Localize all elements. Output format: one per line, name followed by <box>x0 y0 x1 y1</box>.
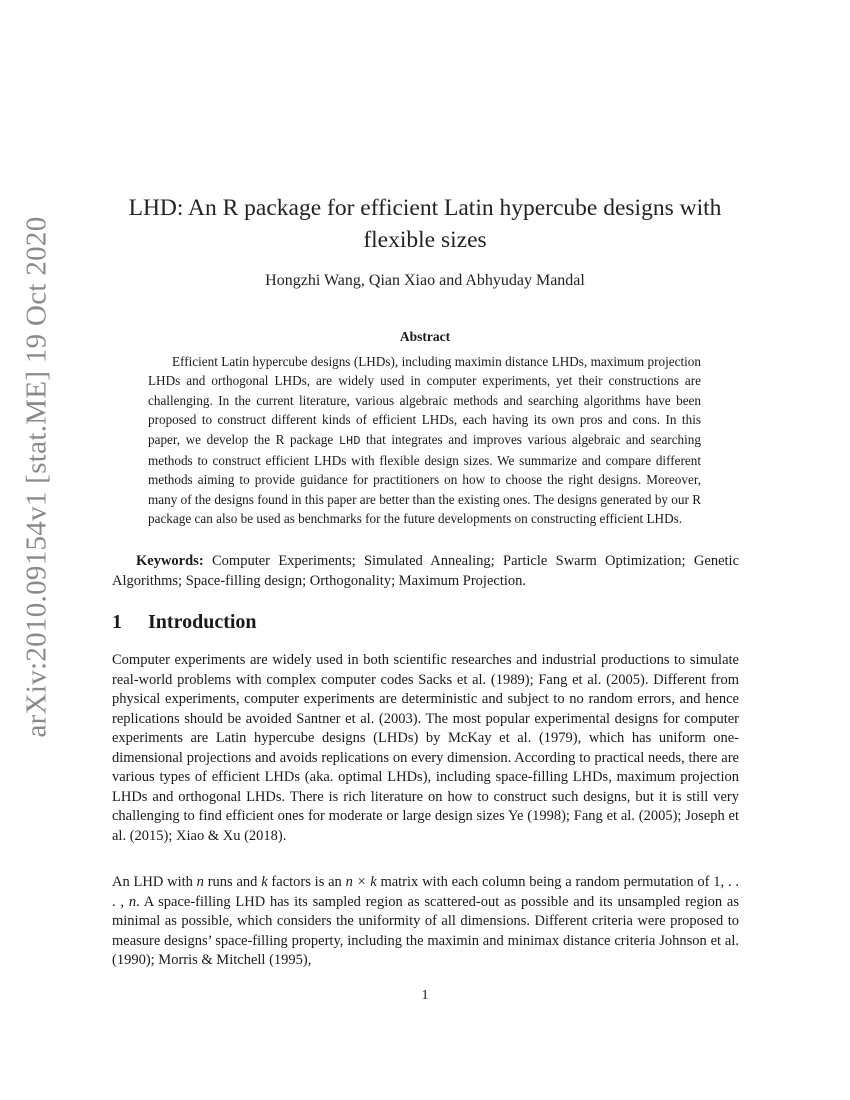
paper-title: LHD: An R package for efficient Latin hypercube designs with flexible sizes <box>128 195 722 253</box>
section-heading <box>112 611 257 634</box>
abstract-text <box>148 352 701 529</box>
package-name: LHD <box>338 433 361 448</box>
intro-paragraph-1: Computer experiments are widely used in both scientific researches and industrial productions to simulate real-world problems with complex computer codes Sacks et al. (1989); Fang et al. (2005). Different from physical experiments, computer experiments are deterministic and subject to no random errors, and hence replications should be avoided Santner et al. (2003). The most popular experimental designs for computer experiments are Latin hypercube designs (LHDs) by McKay et al. (1979), which has uniform one-dimensional projections and avoids replications on every dimension. According to practical needs, there are various types of efficient LHDs (aka. optimal LHDs), including space-filling LHDs, maximum projection LHDs and orthogonal LHDs. There is rich literature on how to construct such designs, but it is still very challenging to find efficient ones for moderate or large design sizes Ye (1998); Fang et al. (2005); Joseph et al. (2015); Xiao & Xu (2018). <box>112 652 739 844</box>
keywords <box>112 552 739 591</box>
paper-authors: Hongzhi Wang, Qian Xiao and Abhyuday Mandal <box>265 272 585 289</box>
section-number: 1 <box>112 611 122 633</box>
abstract-heading: Abstract <box>399 329 451 344</box>
text-run: An LHD with <box>112 874 197 890</box>
abstract-text-part2: that integrates and improves various algebraic and searching methods to construct efficient LHDs with flexible design sizes. We summarize and compare different methods aiming to provide guidance for practitioners on how to choose the right designs. Moreover, many of the designs found in this paper are better than the existing ones. The designs generated by our R package can also be used as benchmarks for the future developments on constructing efficient LHDs. <box>148 431 701 527</box>
text-run: runs and <box>203 874 262 890</box>
text-run: factors is an <box>267 874 346 890</box>
math-n: n <box>196 874 204 890</box>
section-title: Introduction <box>148 611 257 633</box>
intro-paragraph-2 <box>112 873 739 971</box>
text-run: . A space-filling LHD has its sampled region as scattered-out as possible and its unsampled region as minimal as possible, which considers the uniformity of all dimensions. Different criteria were proposed to measure designs’ space-filling property, including the maximin and minimax distance criteria Johnson et al. (1990); Morris & Mitchell (1995), <box>112 893 739 968</box>
page-number: 1 <box>421 988 429 1003</box>
math-n-times-k: n × k <box>345 874 377 890</box>
keywords-text: Computer Experiments; Simulated Annealing; Particle Swarm Optimization; Genetic Algorithms; Space-filling design; Orthogonality; Maximum Projection. <box>112 553 739 589</box>
math-n: n <box>128 893 137 910</box>
arxiv-identifier: arXiv:2010.09154v1 [stat.ME] 19 Oct 2020 <box>20 216 53 738</box>
abstract-text-part1: Efficient Latin hypercube designs (LHDs), including maximin distance LHDs, maximum projection LHDs and orthogonal LHDs, are widely used in computer experiments, yet their constructions are challenging. In the current literature, various algebraic methods and searching algorithms have been proposed to construct different kinds of efficient LHDs, each having its own pros and cons. In this paper, we develop the R package <box>148 354 701 447</box>
text-run: matrix with each column being a random permutation of 1, . . . , <box>112 874 739 910</box>
math-k: k <box>261 874 268 890</box>
keywords-label: Keywords: <box>136 553 204 569</box>
arxiv-sidebar-stamp <box>12 216 62 738</box>
